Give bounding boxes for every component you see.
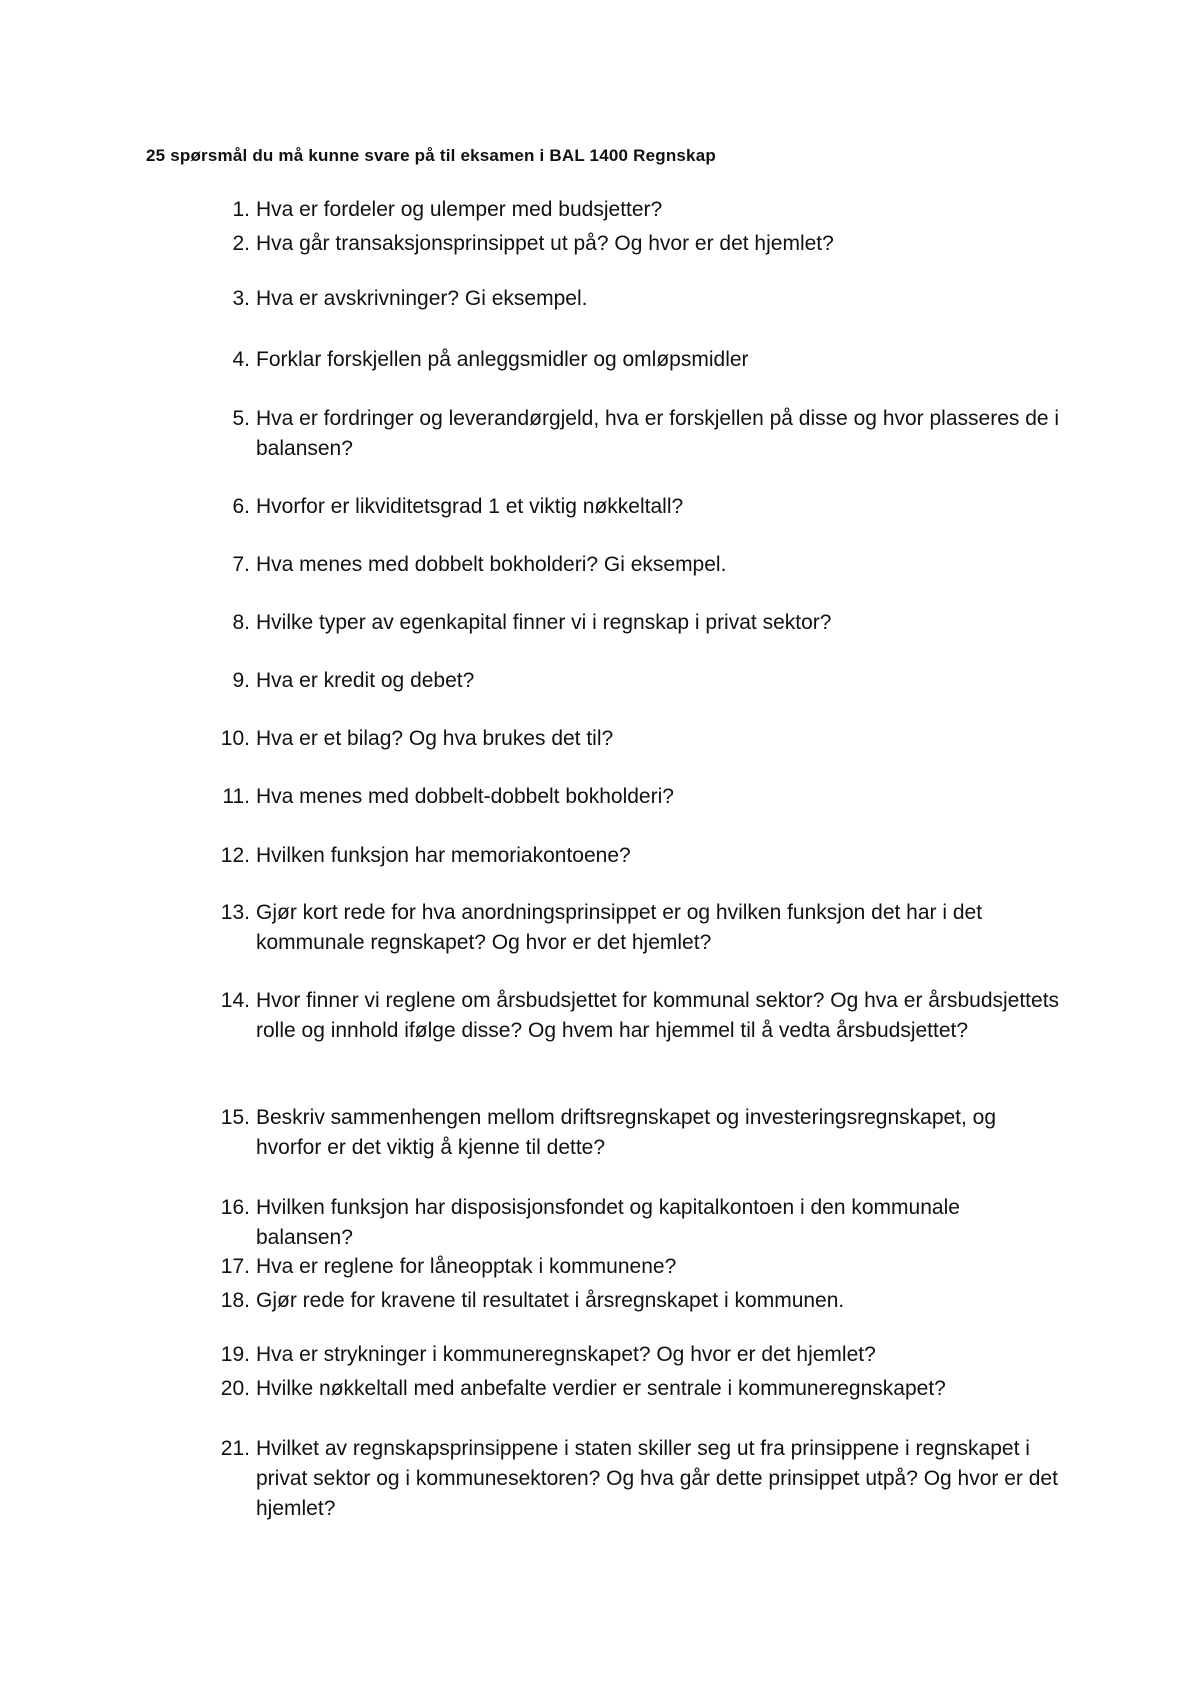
question-number: 8. xyxy=(232,611,250,634)
question-item xyxy=(212,229,1062,259)
question-number: 10. xyxy=(220,727,250,750)
question-item xyxy=(212,345,1062,375)
question-text: Hvor finner vi reglene om årsbudsjettet for kommunal sektor? Og hva er årsbudsjettets rolle og innhold ifølge disse? Og hvem har hjemmel til å vedta årsbudsjettet? xyxy=(256,989,1060,1042)
question-item xyxy=(212,1252,1062,1282)
question-item xyxy=(212,782,1062,812)
question-text: Hva menes med dobbelt bokholderi? Gi eksempel. xyxy=(256,553,727,576)
question-number: 4. xyxy=(232,348,250,371)
question-item xyxy=(212,550,1062,580)
question-item xyxy=(212,724,1062,754)
question-text: Beskriv sammenhengen mellom driftsregnskapet og investeringsregnskapet, og hvorfor er det viktig å kjenne til dette? xyxy=(256,1106,997,1159)
question-text: Hva er fordringer og leverandørgjeld, hva er forskjellen på disse og hvor plasseres de i balansen? xyxy=(256,407,1060,460)
question-item xyxy=(212,1286,1062,1316)
document-title: 25 spørsmål du må kunne svare på til eksamen i BAL 1400 Regnskap xyxy=(146,146,716,165)
question-number: 16. xyxy=(220,1196,250,1219)
question-text: Hva er avskrivninger? Gi eksempel. xyxy=(256,287,588,310)
question-item xyxy=(212,666,1062,696)
question-number: 1. xyxy=(232,198,250,221)
question-number: 17. xyxy=(220,1255,250,1278)
question-item xyxy=(212,492,1062,522)
question-item xyxy=(212,284,1062,314)
question-number: 6. xyxy=(232,495,250,518)
question-number: 7. xyxy=(232,553,250,576)
question-item xyxy=(212,195,1062,225)
question-number: 20. xyxy=(220,1377,250,1400)
question-text: Hva er et bilag? Og hva brukes det til? xyxy=(256,727,614,750)
question-number: 13. xyxy=(220,901,250,924)
question-text: Hvilken funksjon har memoriakontoene? xyxy=(256,844,631,867)
question-item xyxy=(212,1434,1062,1524)
question-item xyxy=(212,898,1062,958)
question-item xyxy=(212,1103,1062,1163)
question-text: Forklar forskjellen på anleggsmidler og omløpsmidler xyxy=(256,348,749,371)
question-text: Hva er fordeler og ulemper med budsjetter? xyxy=(256,198,663,221)
question-text: Hvilke nøkkeltall med anbefalte verdier er sentrale i kommuneregnskapet? xyxy=(256,1377,946,1400)
question-text: Gjør kort rede for hva anordningsprinsippet er og hvilken funksjon det har i det kommunale regnskapet? Og hvor er det hjemlet? xyxy=(256,901,983,954)
question-item xyxy=(212,1193,1062,1253)
question-text: Hva er reglene for låneopptak i kommunene? xyxy=(256,1255,677,1278)
question-text: Hva menes med dobbelt-dobbelt bokholderi? xyxy=(256,785,674,808)
question-number: 21. xyxy=(220,1437,250,1460)
question-item xyxy=(212,841,1062,871)
question-number: 19. xyxy=(220,1343,250,1366)
question-item xyxy=(212,404,1062,464)
question-number: 9. xyxy=(232,669,250,692)
question-text: Hva er kredit og debet? xyxy=(256,669,475,692)
question-item xyxy=(212,608,1062,638)
question-number: 11. xyxy=(222,785,250,808)
question-number: 3. xyxy=(232,287,250,310)
question-text: Hva går transaksjonsprinsippet ut på? Og hvor er det hjemlet? xyxy=(256,232,834,255)
question-text: Hva er strykninger i kommuneregnskapet? Og hvor er det hjemlet? xyxy=(256,1343,876,1366)
question-text: Hvorfor er likviditetsgrad 1 et viktig nøkkeltall? xyxy=(256,495,684,518)
question-item xyxy=(212,986,1062,1046)
question-number: 14. xyxy=(220,989,250,1012)
question-text: Hvilken funksjon har disposisjonsfondet og kapitalkontoen i den kommunale balansen? xyxy=(256,1196,960,1249)
question-number: 15. xyxy=(220,1106,250,1129)
question-item xyxy=(212,1340,1062,1370)
question-number: 12. xyxy=(220,844,250,867)
question-text: Hvilket av regnskapsprinsippene i staten skiller seg ut fra prinsippene i regnskapet i privat sektor og i kommunesektoren? Og hva går dette prinsippet utpå? Og hvor er det hjemlet? xyxy=(256,1437,1058,1520)
question-number: 5. xyxy=(232,407,250,430)
question-number: 2. xyxy=(232,232,250,255)
question-text: Hvilke typer av egenkapital finner vi i regnskap i privat sektor? xyxy=(256,611,832,634)
question-item xyxy=(212,1374,1062,1404)
question-text: Gjør rede for kravene til resultatet i årsregnskapet i kommunen. xyxy=(256,1289,845,1312)
question-number: 18. xyxy=(220,1289,250,1312)
